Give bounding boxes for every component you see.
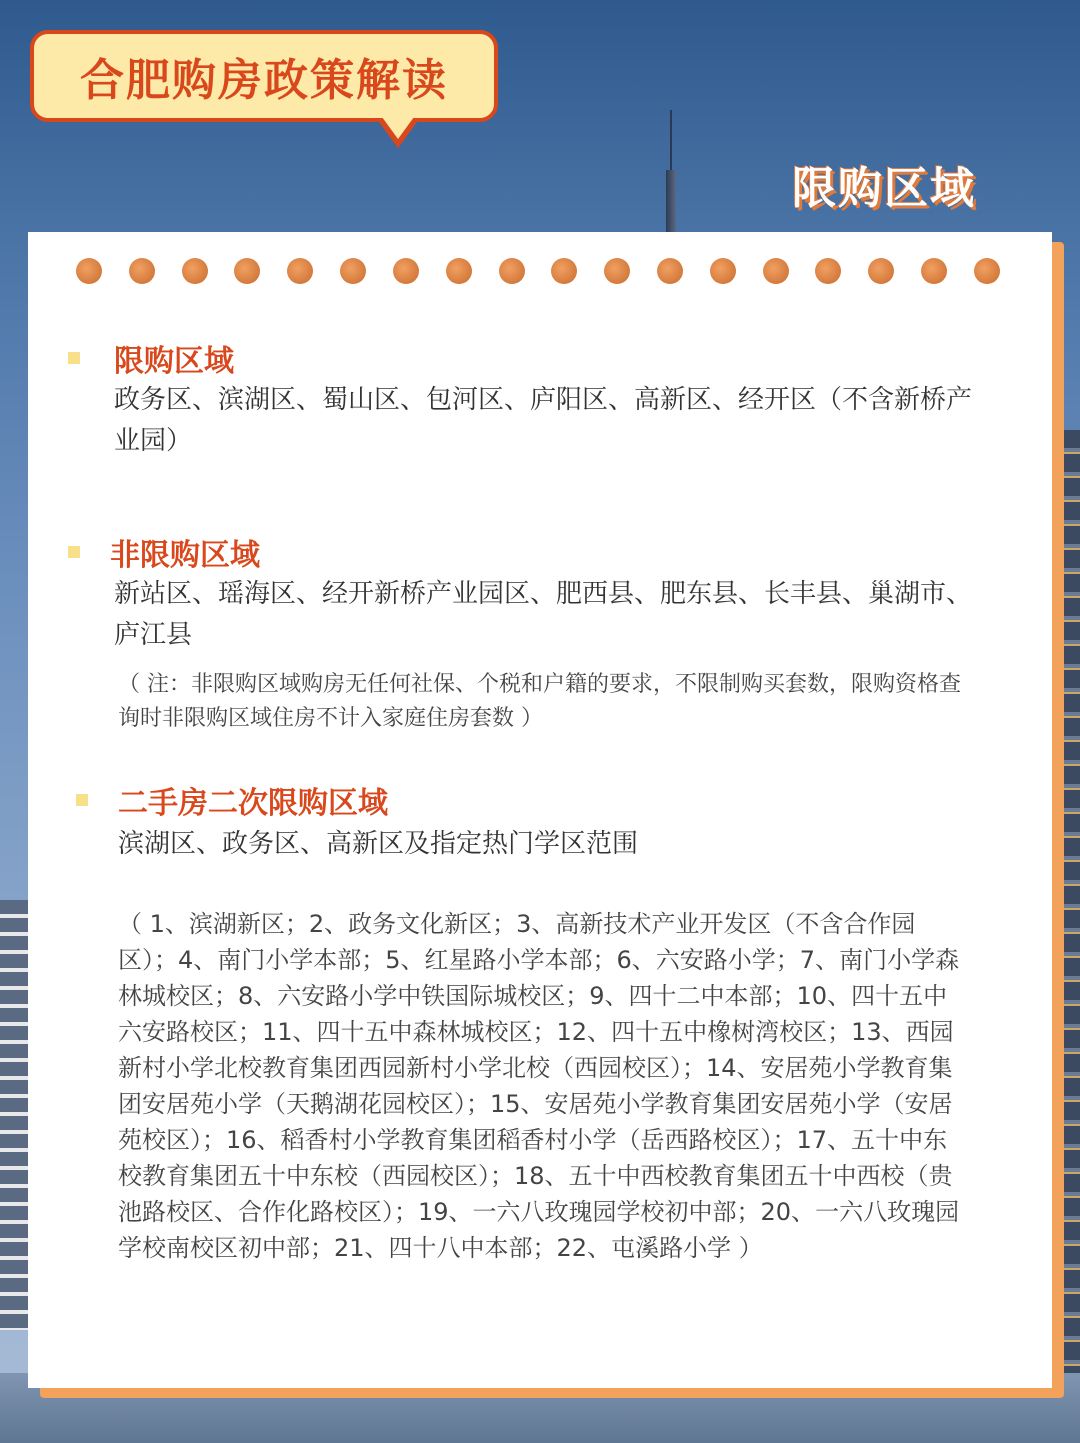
title-bubble (30, 30, 498, 122)
bullet-square-icon (68, 352, 80, 364)
section-note: （ 注：非限购区域购房无任何社保、个税和户籍的要求，不限制购买套数，限购资格查询时非限购区域住房不计入家庭住房套数 ） (118, 672, 961, 731)
section-title: 非限购区域 (110, 538, 260, 573)
binder-dot-icon (234, 258, 260, 284)
section-content: 滨湖区、政务区、高新区及指定热门学区范围 (118, 829, 639, 859)
binder-dot-icon (868, 258, 894, 284)
binder-dots (76, 258, 1000, 284)
section-resale-header (76, 778, 388, 822)
building-background-left (0, 900, 28, 1330)
header-section-label: 限购区域 (792, 163, 976, 214)
section-title: 限购区域 (114, 344, 234, 379)
binder-dot-icon (340, 258, 366, 284)
binder-dot-icon (76, 258, 102, 284)
binder-dot-icon (815, 258, 841, 284)
page-title: 合肥购房政策解读 (80, 55, 448, 106)
section-content: 新站区、瑶海区、经开新桥产业园区、肥西县、肥东县、长丰县、巢湖市、庐江县 (114, 579, 973, 650)
section-restricted-header (68, 336, 234, 380)
bullet-square-icon (68, 546, 80, 558)
binder-dot-icon (710, 258, 736, 284)
binder-dot-icon (499, 258, 525, 284)
bullet-square-icon (76, 794, 88, 806)
binder-dot-icon (287, 258, 313, 284)
binder-dot-icon (763, 258, 789, 284)
binder-dot-icon (393, 258, 419, 284)
binder-dot-icon (182, 258, 208, 284)
section-content: 政务区、滨湖区、蜀山区、包河区、庐阳区、高新区、经开区（不含新桥产业园） (114, 385, 973, 456)
binder-dot-icon (604, 258, 630, 284)
section-title: 二手房二次限购区域 (118, 786, 388, 821)
section-unrestricted-header (68, 530, 260, 574)
binder-dot-icon (446, 258, 472, 284)
section-detail: （ 1、滨湖新区；2、政务文化新区；3、高新技术产业开发区（不含合作园区）；4、南门小学本部；5、红星路小学本部；6、六安路小学；7、南门小学森林城校区；8、六安路小学中铁国际城校区；9、四十二中本部；10、四十五中六安路校区；11、四十五中森林城校区；12、四十五中橡树湾校区；13、西园新村小学北校教育集团西园新村小学北校（西园校区）；14、安居苑小学教育集团安居苑小学（天鹅湖花园校区）；15、安居苑小学教育集团安居苑小学（安居苑校区）；16、稻香村小学教育集团稻香村小学（岳西路校区）；17、五十中东校教育集团五十中东校（西园校区）；18、五十中西校教育集团五十中西校（贵池路校区、合作化路校区）；19、一六八玫瑰园学校初中部；20、一六八玫瑰园学校南校区初中部；21、四十八中本部；22、屯溪路小学 ） (118, 910, 960, 1262)
tv-tower-background (666, 110, 676, 240)
binder-dot-icon (551, 258, 577, 284)
binder-dot-icon (921, 258, 947, 284)
binder-dot-icon (657, 258, 683, 284)
content-card (28, 232, 1052, 1388)
binder-dot-icon (129, 258, 155, 284)
binder-dot-icon (974, 258, 1000, 284)
